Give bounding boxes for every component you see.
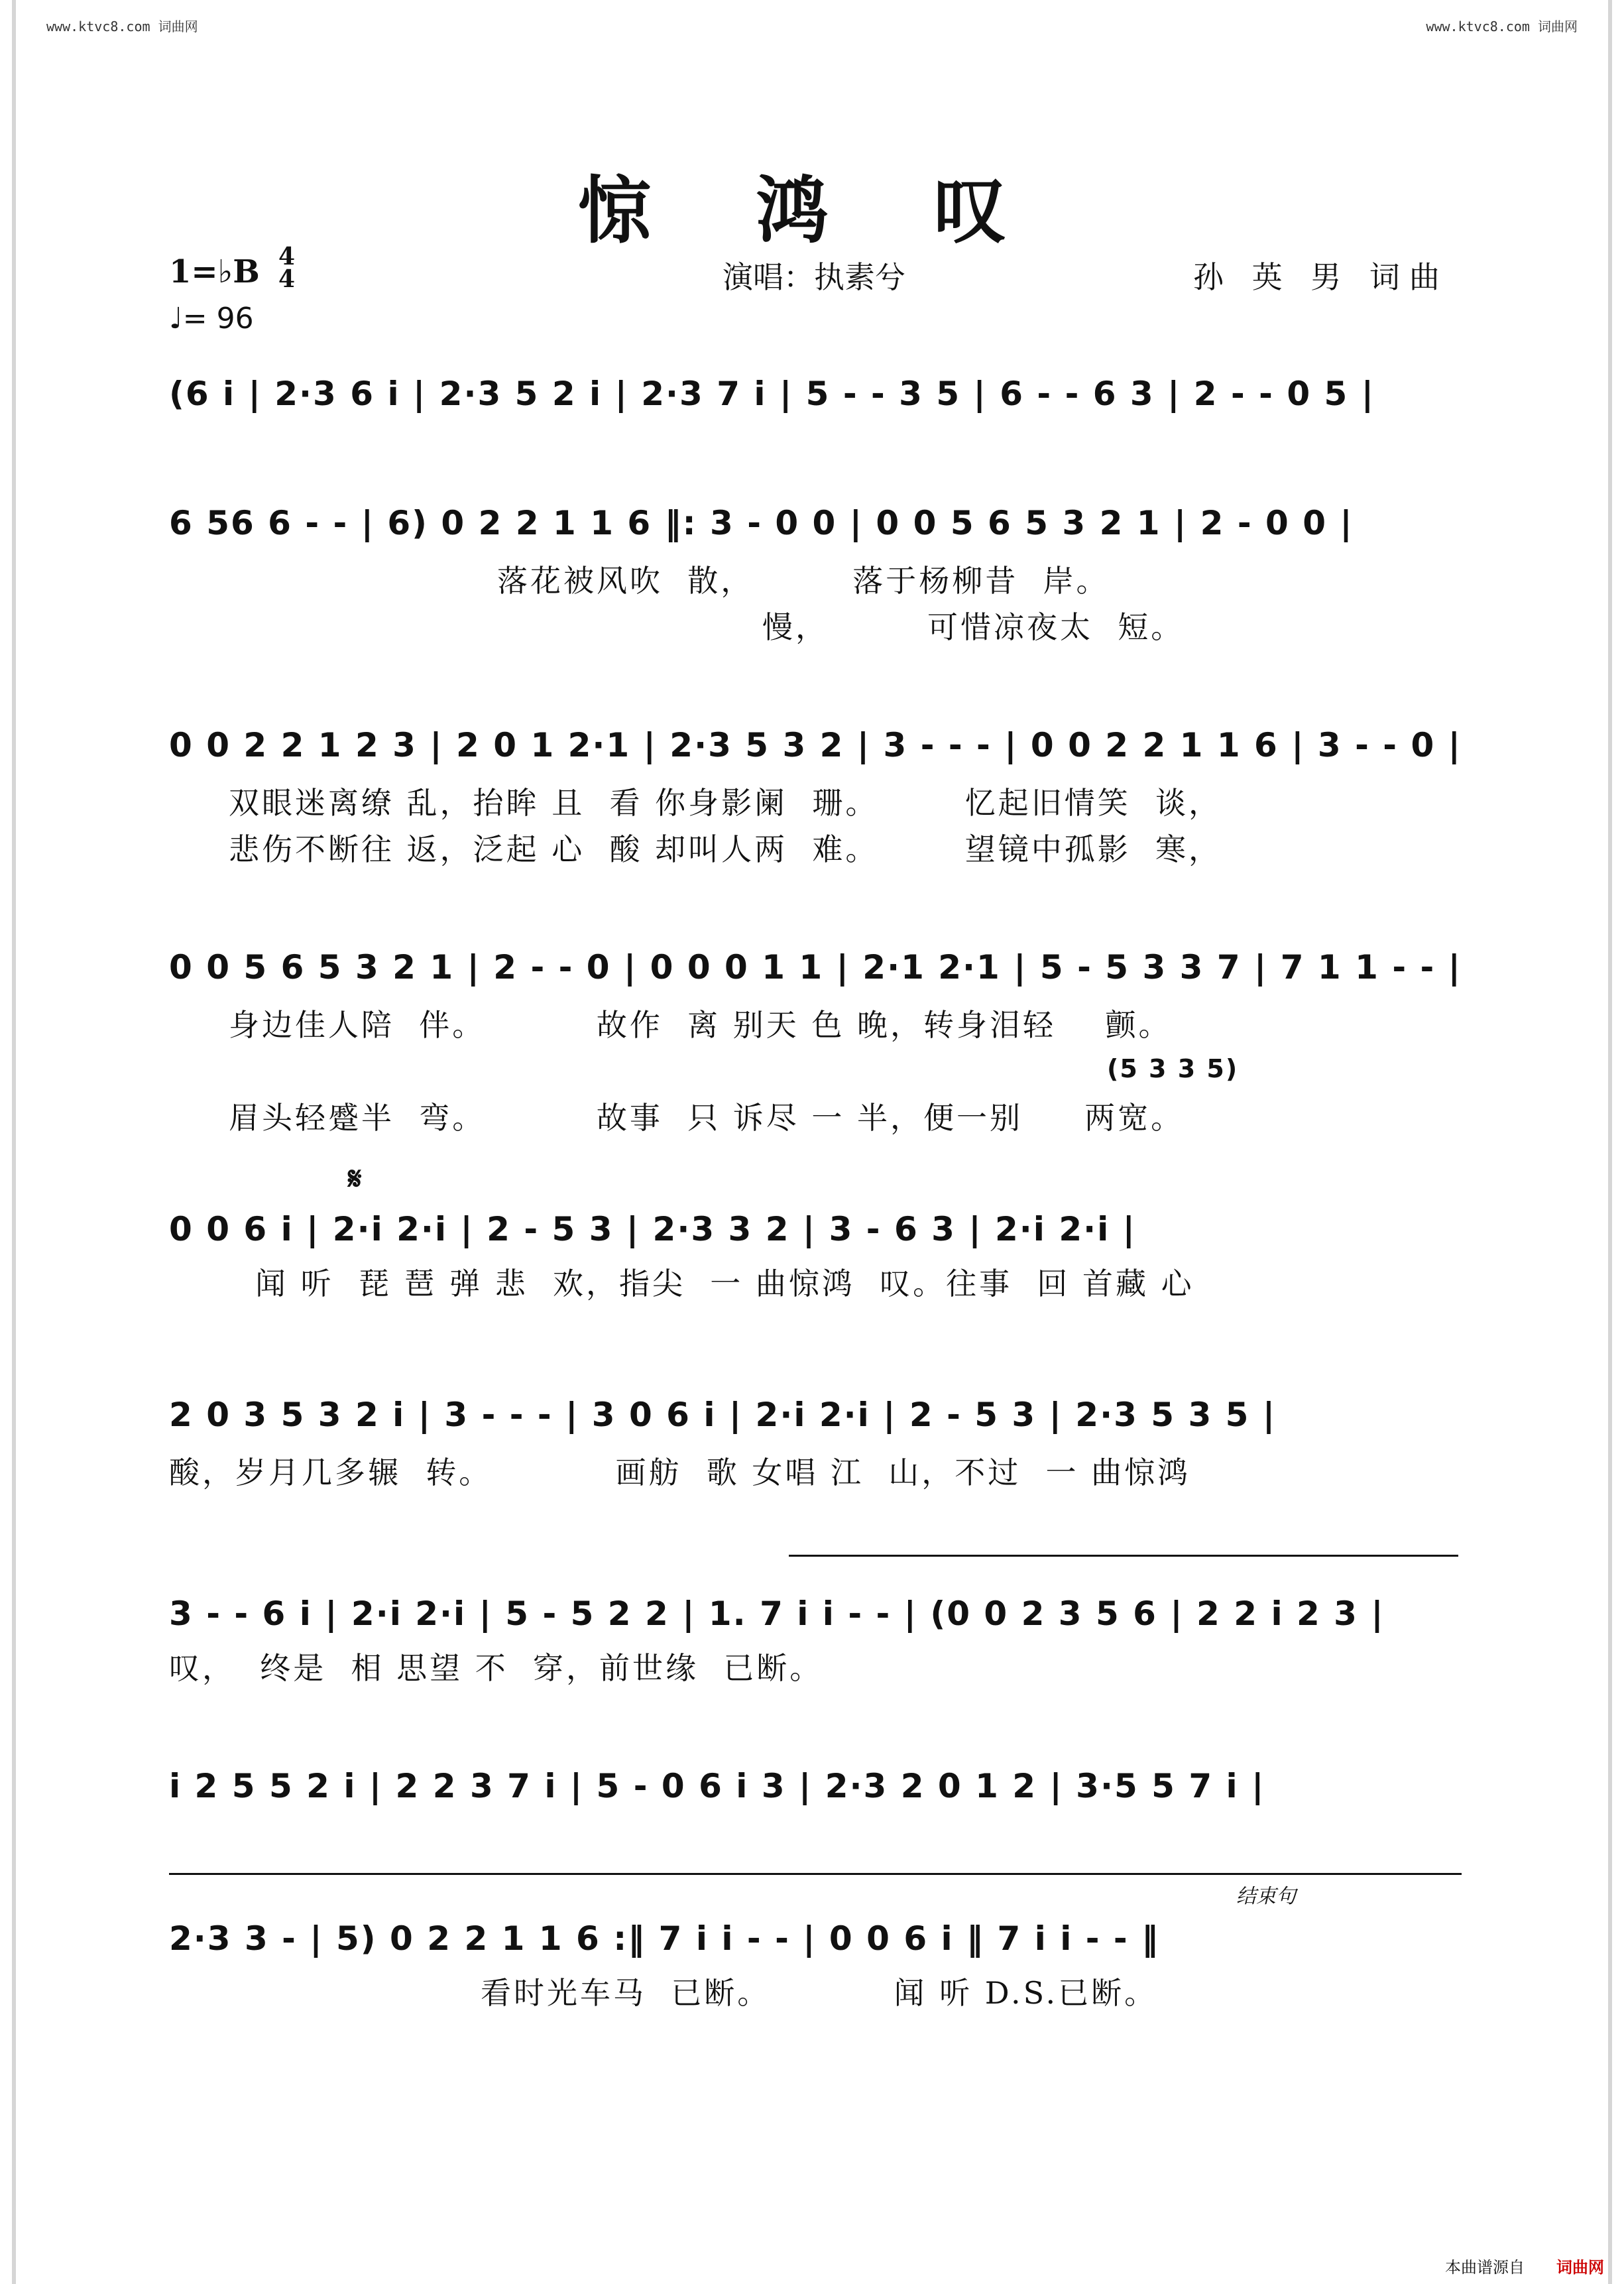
- lyrics-line-9: 看时光车马 已断。 闻 听 D.S.已断。: [481, 1975, 1158, 2011]
- song-title: 惊 鸿 叹: [577, 168, 1047, 253]
- header-url-left[interactable]: www.ktvc8.com 词曲网: [46, 19, 198, 34]
- coda-label: 结束句: [1236, 1885, 1296, 1908]
- lyrics-line-4-verse-2: 眉头轻蹙半 弯。 故事 只 诉尽 一 半，便一别 两宽。: [229, 1100, 1185, 1136]
- page-border-left: [12, 0, 16, 2284]
- lyrics-line-5: 闻 听 琵 琶 弹 悲 欢，指尖 一 曲惊鸿 叹。往事 回 首藏 心: [255, 1266, 1194, 1301]
- score-line-3: 0 0 2 2 1 2 3 | 2 0 1 2·1 | 2·3 5 3 2 | 3 - - - | 0 0 2 2 1 1 6 | 3 - - 0 |: [169, 726, 1462, 764]
- volta-bracket-2: [169, 1873, 1462, 1875]
- lyrics-line-2-verse-2: 慢， 可惜凉夜太 短。: [762, 609, 1185, 645]
- score-line-9: 2·3 3 - | 5) 0 2 2 1 1 6 :‖ 7 i i - - | 0 0 6 i ‖ 7 i i - - ‖: [169, 1919, 1160, 1958]
- page-border-right: [1608, 0, 1612, 2284]
- lyrics-line-4-verse-1: 身边佳人陪 伴。 故作 离 别天 色 晚，转身泪轻 颤。: [229, 1007, 1172, 1043]
- lyrics-line-6: 酸，岁月几多辗 转。 画舫 歌 女唱 江 山，不过 一 曲惊鸿: [169, 1455, 1191, 1490]
- lyrics-line-3-verse-1: 双眼迷离缭 乱，抬眸 且 看 你身影阑 珊。 忆起旧情笑 谈，: [229, 785, 1222, 821]
- tempo-marking: ♩= 96: [169, 302, 254, 335]
- alternate-notes: (5 3 3 5): [1107, 1054, 1239, 1083]
- header-url-right[interactable]: www.ktvc8.com 词曲网: [1426, 19, 1578, 34]
- key-signature: 1=♭B: [169, 253, 260, 290]
- score-line-1: (6 i | 2·3 6 i | 2·3 5 2 i | 2·3 7 i | 5 - - 3 5 | 6 - - 6 3 | 2 - - 0 5 |: [169, 375, 1375, 413]
- score-line-2: 6 56 6 - - | 6) 0 2 2 1 1 6 ‖: 3 - 0 0 | 0 0 5 6 5 3 2 1 | 2 - 0 0 |: [169, 504, 1354, 542]
- footer-site-label[interactable]: 词曲网: [1556, 2258, 1604, 2277]
- segno-sign: 𝄋: [348, 1160, 362, 1197]
- lyrics-line-2-verse-1: 落花被风吹 散， 落于杨柳昔 岸。: [497, 563, 1110, 599]
- composer-credit: 孙 英 男 词曲: [1193, 259, 1449, 295]
- score-line-7: 3 - - 6 i | 2·i 2·i | 5 - 5 2 2 | 1. 7 i i - - | (0 0 2 3 5 6 | 2 2 i 2 3 |: [169, 1594, 1385, 1633]
- time-signature-bottom: 4: [278, 265, 296, 293]
- time-signature: [278, 243, 296, 293]
- footer-source-label: 本曲谱源自: [1445, 2258, 1525, 2277]
- lyrics-line-3-verse-2: 悲伤不断往 返，泛起 心 酸 却叫人两 难。 望镜中孤影 寒，: [229, 831, 1222, 867]
- score-line-4: 0 0 5 6 5 3 2 1 | 2 - - 0 | 0 0 0 1 1 | 2·1 2·1 | 5 - 5 3 3 7 | 7 1 1 - - |: [169, 948, 1462, 987]
- singer-credit: 演唱：执素兮: [723, 259, 905, 295]
- volta-bracket-1: [789, 1555, 1458, 1557]
- time-signature-top: 4: [278, 243, 296, 270]
- score-line-8: i 2 5 5 2 i | 2 2 3 7 i | 5 - 0 6 i 3 | 2·3 2 0 1 2 | 3·5 5 7 i |: [169, 1767, 1265, 1805]
- lyrics-line-7: 叹， 终是 相 思望 不 穿，前世缘 已断。: [169, 1650, 823, 1686]
- score-line-5: 0 0 6 i | 2·i 2·i | 2 - 5 3 | 2·3 3 2 | 3 - 6 3 | 2·i 2·i |: [169, 1210, 1136, 1248]
- score-line-6: 2 0 3 5 3 2 i | 3 - - - | 3 0 6 i | 2·i 2·i | 2 - 5 3 | 2·3 5 3 5 |: [169, 1396, 1277, 1434]
